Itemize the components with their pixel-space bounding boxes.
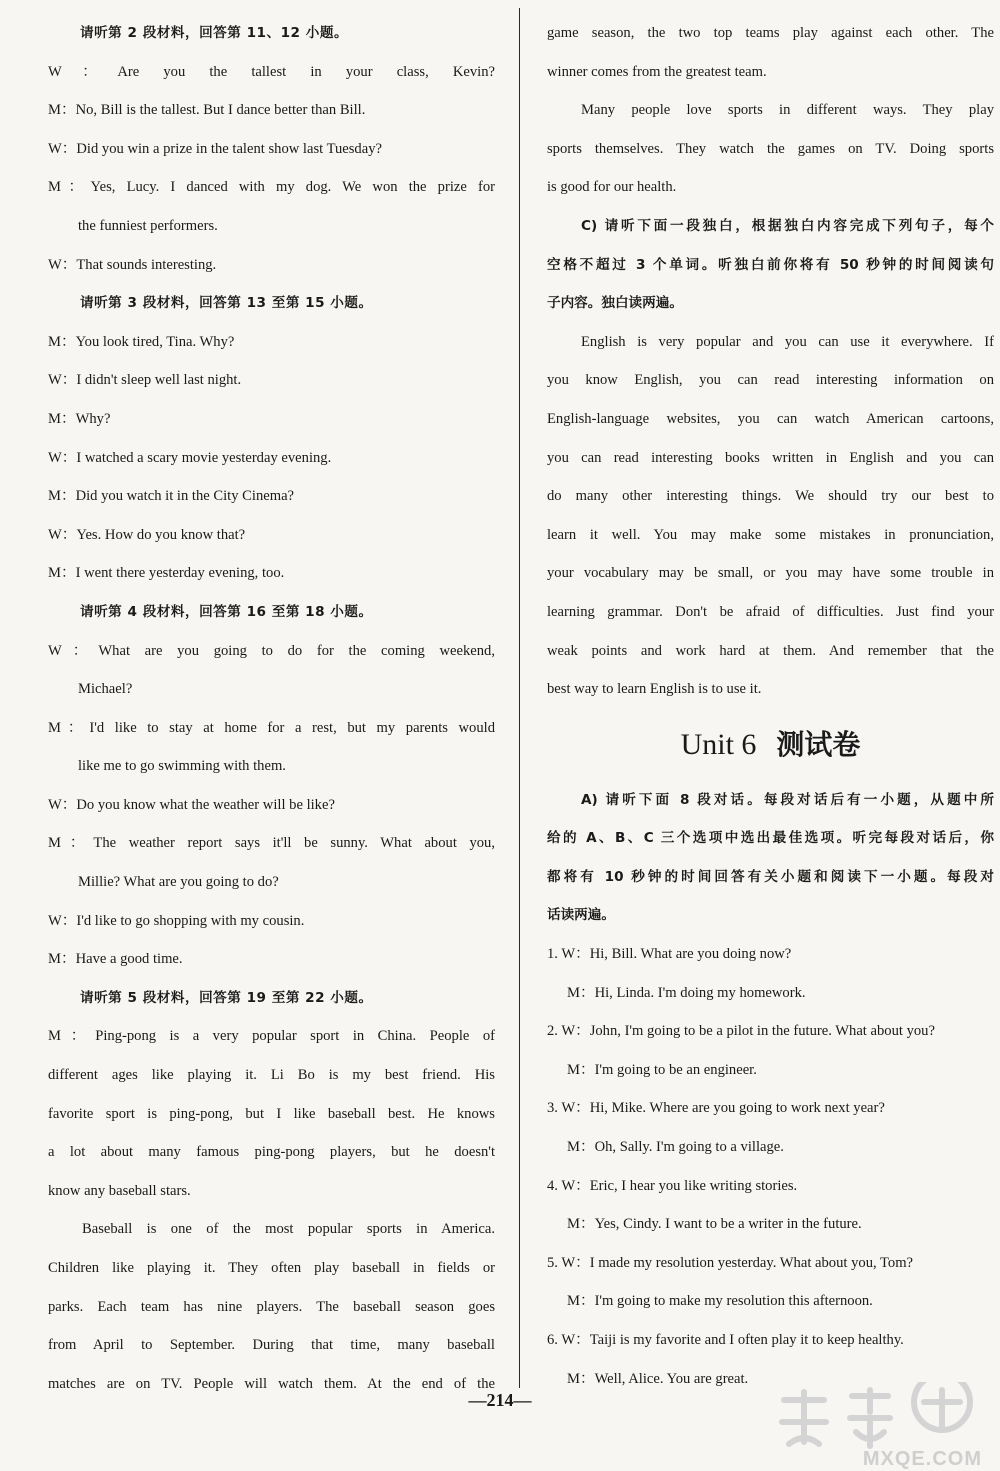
text-line: M：Well, Alice. You are great. (567, 1370, 749, 1387)
watermark-text: MXQE.COM (862, 1448, 982, 1470)
text-line: 话读两遍。 (547, 907, 615, 924)
left-column (48, 14, 495, 1403)
text-line: sports themselves. They watch the games on TV. Doing sports (547, 140, 994, 157)
column-divider (519, 8, 520, 1388)
text-line: the funniest performers. (78, 217, 218, 234)
text-line: M：I went there yesterday evening, too. (48, 565, 285, 582)
text-line: learning grammar. Don't be afraid of difficulties. Just find your (547, 603, 994, 620)
text-line: Michael? (78, 681, 133, 698)
text-line: W：Did you win a prize in the talent show last Tuesday? (48, 140, 382, 157)
unit-title (547, 709, 994, 781)
text-line: 3. W：Hi, Mike. Where are you going to work next year? (547, 1100, 885, 1117)
text-line: W：Yes. How do you know that? (48, 526, 246, 543)
text-line: you know English, you can read interesting information on (547, 372, 994, 389)
unit-title-en: Unit 6 (680, 727, 757, 761)
text-line: learn it well. You may make some mistakes in pronunciation, (547, 526, 994, 543)
right-column-top (547, 14, 994, 709)
text-line: M：Oh, Sally. I'm going to a village. (567, 1139, 784, 1156)
text-line: A) 请听下面 8 段对话。每段对话后有一小题，从题中所 (581, 791, 994, 808)
text-line: 6. W：Taiji is my favorite and I often play it to keep healthy. (547, 1332, 904, 1348)
text-line: game season, the two top teams play against each other. The (547, 25, 994, 41)
text-line: M：Did you watch it in the City Cinema? (48, 488, 295, 505)
text-line: English is very popular and you can use it everywhere. If (581, 333, 994, 350)
text-line: M：You look tired, Tina. Why? (48, 333, 235, 350)
text-line: 4. W：Eric, I hear you like writing stories. (547, 1177, 798, 1194)
text-line: favorite sport is ping-pong, but I like baseball best. He knows (48, 1105, 495, 1122)
text-line: 请听第 2 段材料，回答第 11、12 小题。 (80, 25, 349, 41)
text-line: like me to go swimming with them. (78, 758, 286, 775)
text-line: 请听第 5 段材料，回答第 19 至第 22 小题。 (80, 989, 373, 1006)
text-line: W：What are you going to do for the coming weekend, (48, 642, 495, 659)
right-column (547, 14, 994, 1398)
text-line: weak points and work hard at them. And remember that the (547, 642, 994, 659)
text-line: M：I'd like to stay at home for a rest, but my parents would (48, 719, 495, 736)
text-line: your vocabulary may be small, or you may have some trouble in (547, 565, 994, 582)
text-line: 空格不超过 3 个单词。听独白前你将有 50 秒钟的时间阅读句 (547, 256, 994, 273)
text-line: M：Yes, Lucy. I danced with my dog. We won the prize for (48, 179, 495, 196)
page-number: —214— (468, 1390, 532, 1410)
text-line: W：Are you the tallest in your class, Kevin? (48, 63, 495, 80)
text-line: Baseball is one of the most popular sports in America. (82, 1221, 495, 1238)
text-line: 都将有 10 秒钟的时间回答有关小题和阅读下一小题。每段对 (547, 868, 994, 885)
text-line: M：The weather report says it'll be sunny. What about you, (48, 835, 495, 852)
text-line: know any baseball stars. (48, 1182, 191, 1199)
text-line: Millie? What are you going to do? (78, 874, 279, 891)
text-line: 给的 A、B、C 三个选项中选出最佳选项。听完每段对话后，你 (547, 830, 994, 847)
text-line: M：Have a good time. (48, 951, 183, 968)
text-line: a lot about many famous ping-pong players, but he doesn't (48, 1144, 495, 1161)
text-line: M：Hi, Linda. I'm doing my homework. (567, 984, 806, 1001)
text-line: best way to learn English is to use it. (547, 681, 762, 698)
text-line: C) 请听下面一段独白，根据独白内容完成下列句子，每个 (581, 217, 994, 234)
text-line: M：Yes, Cindy. I want to be a writer in the future. (567, 1216, 862, 1233)
text-line: do many other interesting things. We should try our best to (547, 488, 994, 505)
text-line: W：Do you know what the weather will be like? (48, 796, 335, 813)
text-line: M：I'm going to be an engineer. (567, 1061, 757, 1078)
text-line: is good for our health. (547, 179, 677, 196)
text-line: M：I'm going to make my resolution this afternoon. (567, 1293, 873, 1310)
text-line: W：That sounds interesting. (48, 256, 217, 273)
unit-title-cn: 测试卷 (776, 727, 861, 761)
text-line: Many people love sports in different ways. They play (581, 102, 994, 119)
text-line: W：I didn't sleep well last night. (48, 372, 242, 389)
text-line: Children like playing it. They often play baseball in fields or (48, 1260, 495, 1276)
text-line: 请听第 4 段材料，回答第 16 至第 18 小题。 (80, 603, 373, 620)
text-line: from April to September. During that time, many baseball (48, 1337, 495, 1354)
text-line: winner comes from the greatest team. (547, 63, 767, 80)
text-line: parks. Each team has nine players. The baseball season goes (48, 1298, 495, 1315)
text-line: W：I'd like to go shopping with my cousin. (48, 912, 305, 929)
text-line: 5. W：I made my resolution yesterday. What about you, Tom? (547, 1254, 914, 1271)
text-line: M：No, Bill is the tallest. But I dance better than Bill. (48, 102, 366, 119)
text-line: English-language websites, you can watch American cartoons, (547, 410, 994, 427)
text-line: you can read interesting books written in English and you can (547, 449, 994, 466)
text-line: 1. W：Hi, Bill. What are you doing now? (547, 946, 792, 963)
text-line: different ages like playing it. Li Bo is my best friend. His (48, 1067, 495, 1084)
text-line: W：I watched a scary movie yesterday evening. (48, 449, 332, 466)
text-line: 子内容。独白读两遍。 (547, 295, 683, 312)
text-line: M：Ping-pong is a very popular sport in China. People of (48, 1028, 495, 1045)
text-line: 请听第 3 段材料，回答第 13 至第 15 小题。 (80, 295, 373, 312)
text-line: 2. W：John, I'm going to be a pilot in the future. What about you? (547, 1023, 935, 1040)
text-line: M：Why? (48, 410, 111, 427)
right-column-bottom (547, 781, 994, 1399)
text-line: matches are on TV. People will watch them. At the end of the (48, 1375, 495, 1392)
